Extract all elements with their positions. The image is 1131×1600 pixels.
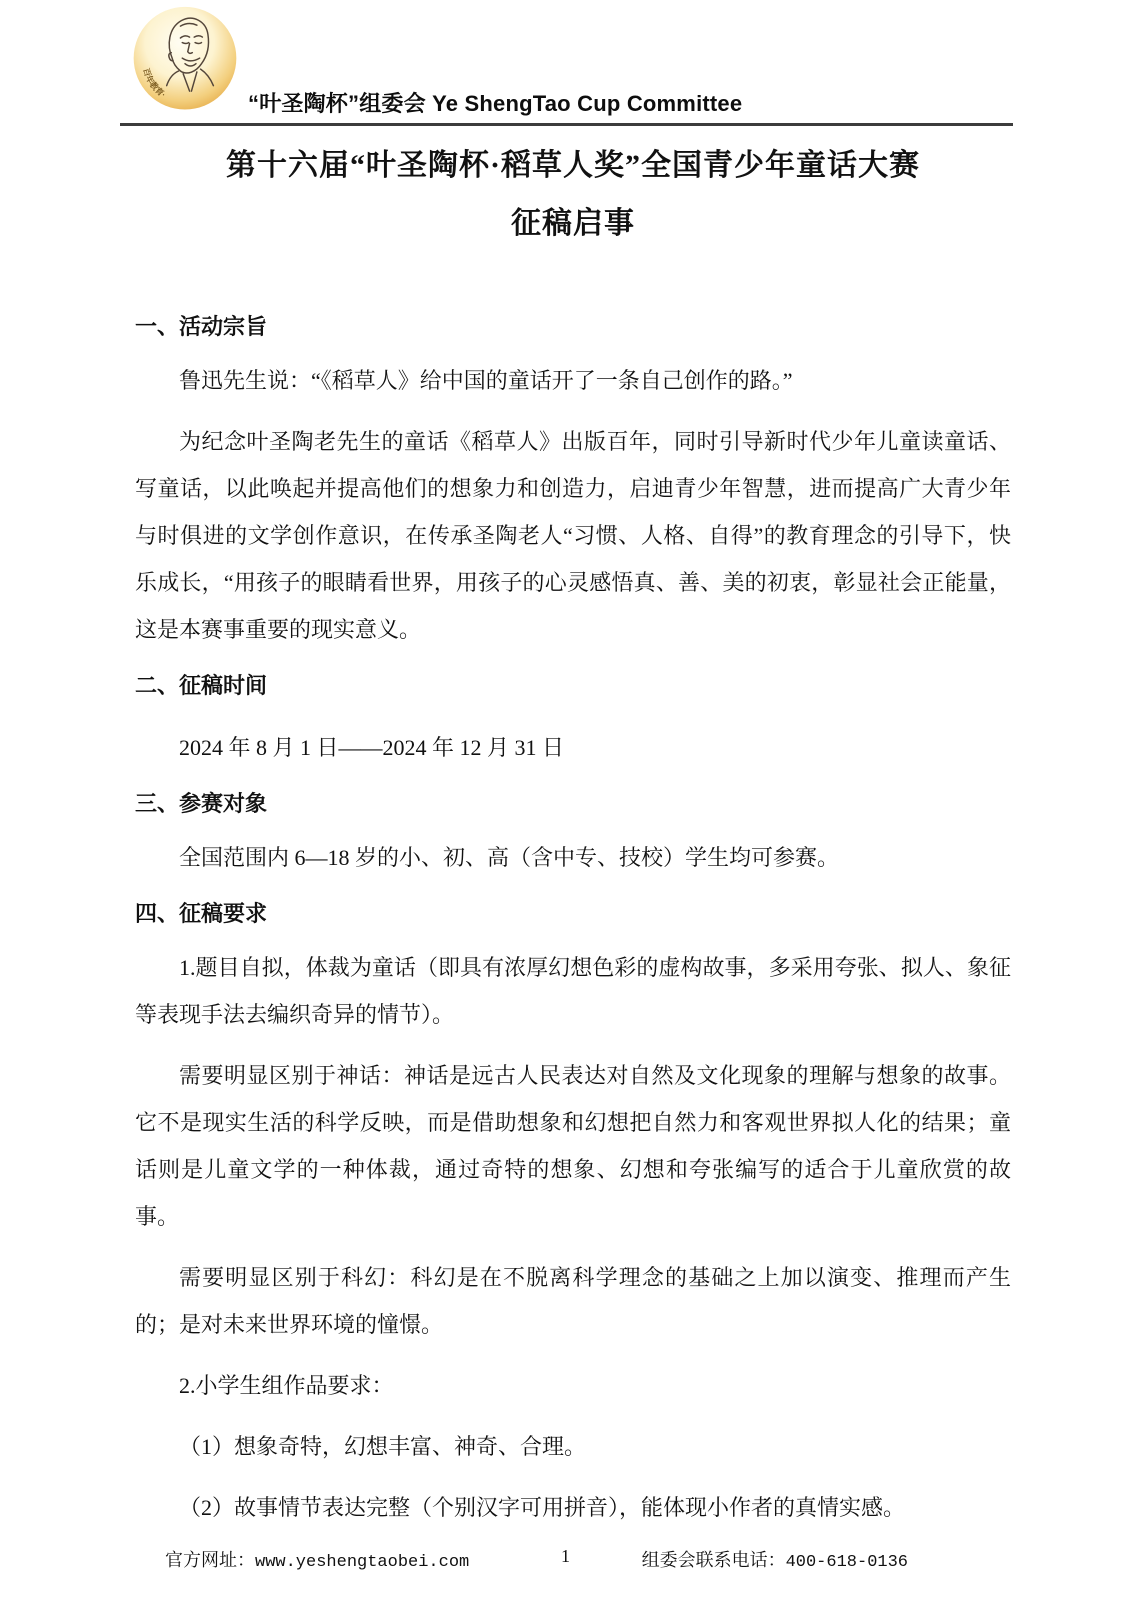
phone-number: 400-618-0136 — [785, 1553, 908, 1572]
website-label: 官方网址： — [165, 1550, 255, 1570]
logo-gold-circle — [134, 7, 237, 110]
phone-label: 组委会联系电话： — [641, 1550, 786, 1570]
body-paragraph: 需要明显区别于科幻：科幻是在不脱离科学理念的基础之上加以演变、推理而产生的；是对未来世界环境的憧憬。 — [135, 1265, 1011, 1337]
section-heading-3: 三、参赛对象 — [135, 791, 268, 816]
page-footer — [0, 1546, 1131, 1572]
official-website — [165, 1546, 469, 1572]
body-paragraph: 全国范围内 6—18 岁的小、初、高（含中专、技校）学生均可参赛。 — [179, 845, 840, 870]
logo-arc-text: 百年教育· — [141, 67, 168, 100]
body-paragraph: 2.小学生组作品要求： — [179, 1373, 394, 1398]
website-url: www.yeshengtaobei.com — [255, 1553, 470, 1572]
title-block — [135, 142, 1011, 248]
page-header — [0, 0, 1131, 126]
document-body — [135, 142, 1011, 1531]
section-heading-2: 二、征稿时间 — [135, 673, 268, 698]
submission-period: 2024 年 8 月 1 日——2024 年 12 月 31 日 — [179, 735, 565, 760]
document-title-line1: 第十六届“叶圣陶杯·稻草人奖”全国青少年童话大赛 — [225, 149, 920, 182]
section-heading-1: 一、活动宗旨 — [135, 314, 268, 339]
document-title-line2: 征稿启事 — [511, 207, 635, 240]
committee-name: “叶圣陶杯”组委会 Ye ShengTao Cup Committee — [248, 91, 743, 116]
body-paragraph: 需要明显区别于神话：神话是远古人民表达对自然及文化现象的理解与想象的故事。它不是现实生活的科学反映，而是借助想象和幻想把自然力和客观世界拟人化的结果；童话则是儿童文学的一种体裁，通过奇特的想象、幻想和夸张编写的适合于儿童欣赏的故事。 — [135, 1063, 1011, 1229]
yeshengtao-cup-logo-icon — [130, 5, 240, 115]
body-paragraph: （2）故事情节表达完整（个别汉字可用拼音），能体现小作者的真情实感。 — [179, 1495, 906, 1520]
body-paragraph: 1.题目自拟，体裁为童话（即具有浓厚幻想色彩的虚构故事，多采用夸张、拟人、象征等表现手法去编织奇异的情节）。 — [135, 955, 1011, 1027]
body-paragraph: （1）想象奇特，幻想丰富、神奇、合理。 — [179, 1434, 587, 1459]
section-heading-4: 四、征稿要求 — [135, 901, 268, 926]
committee-phone — [642, 1546, 908, 1572]
body-paragraph: 鲁迅先生说：“《稻草人》给中国的童话开了一条自己创作的路。” — [179, 368, 793, 393]
page-number: 1 — [561, 1546, 570, 1566]
body-paragraph: 为纪念叶圣陶老先生的童话《稻草人》出版百年，同时引导新时代少年儿童读童话、写童话，以此唤起并提高他们的想象力和创造力，启迪青少年智慧，进而提高广大青少年与时俱进的文学创作意识，在传承圣陶老人“习惯、人格、自得”的教育理念的引导下，快乐成长，“用孩子的眼睛看世界，用孩子的心灵感悟真、善、美的初衷，彰显社会正能量，这是本赛事重要的现实意义。 — [135, 429, 1011, 642]
header-divider — [120, 123, 1013, 126]
